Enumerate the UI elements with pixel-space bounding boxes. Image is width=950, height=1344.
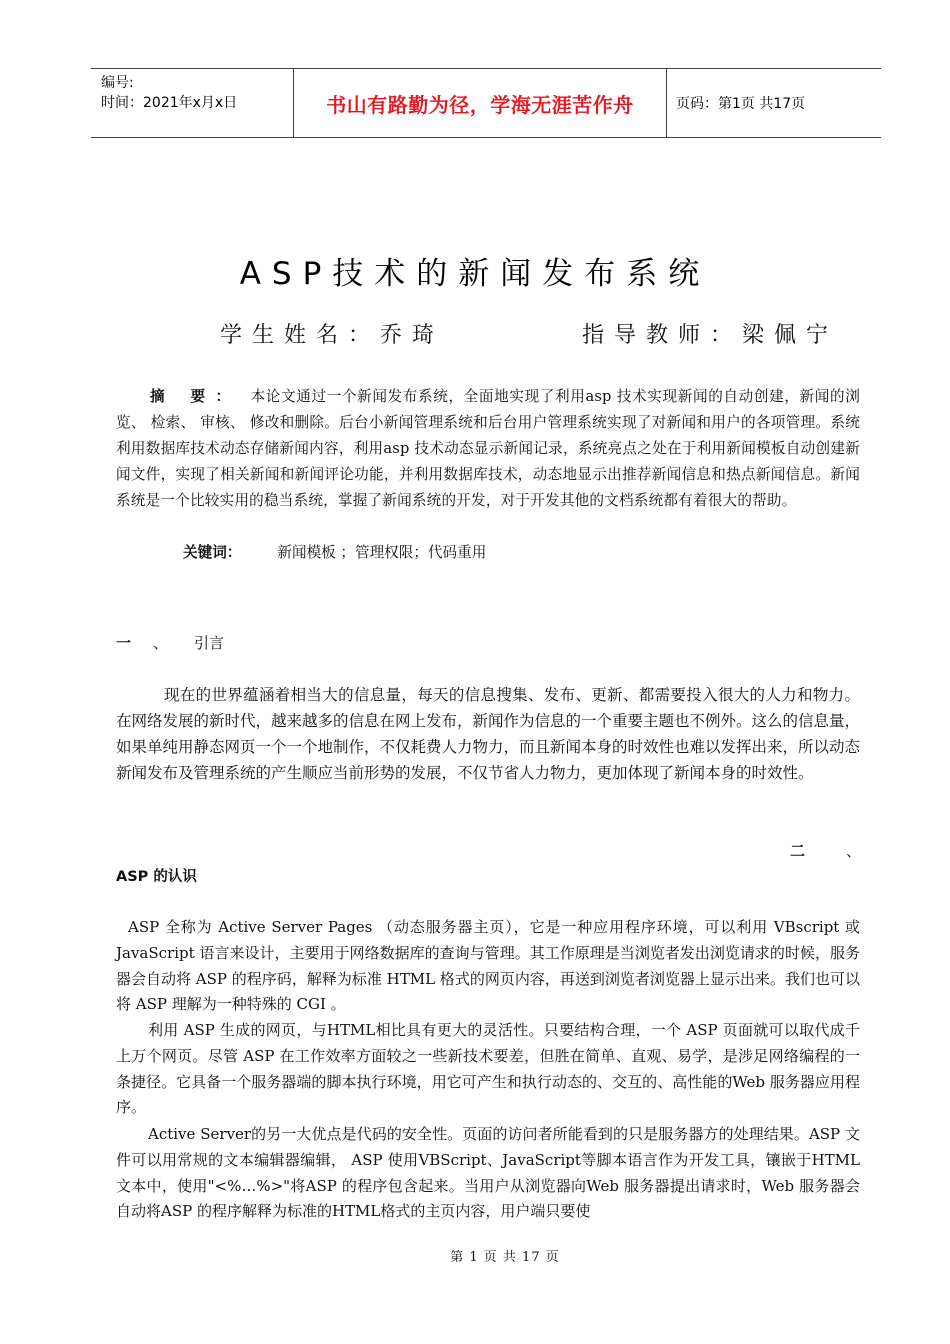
section-1-paragraph: 现在的世界蕴涵着相当大的信息量，每天的信息搜集、发布、更新、都需要投入很大的人力和物力。在网络发展的新时代，越来越多的信息在网上发布，新闻作为信息的一个重要主题也不例外。这么的信息量，如果单纯用静态网页一个一个地制作，不仅耗费人力物力，而且新闻本身的时效性也难以发挥出来，所以动态新闻发布及管理系统的产生顺应当前形势的发展，不仅节省人力物力，更加体现了新闻本身的时效性。: [116, 686, 861, 782]
section-2-paragraph-1: ASP 全称为 Active Server Pages （动态服务器主页），它是一种应用程序环境，可以利用 VBscript 或 JavaScript 语言来设计，主要用于网络数据库的查询与管理。其工作原理是当浏览者发出浏览请求的时候，服务器会自动将 ASP 的程序码，解释为标准 HTML 格式的网页内容，再送到浏览者浏览器上显示出来。我们也可以将 ASP 理解为一种特殊的 CGI 。: [116, 918, 860, 1014]
motto: 书山有路勤为径，学海无涯苦作舟: [326, 92, 634, 117]
page-header: [91, 68, 881, 138]
header-motto-cell: [293, 69, 667, 137]
section-2-number: 二: [790, 842, 806, 860]
page-footer: 第 1 页 共 17 页: [450, 1250, 560, 1265]
serial-label: 编号:: [101, 75, 134, 91]
section-2-paragraph-2: 利用 ASP 生成的网页，与HTML相比具有更大的灵活性。只要结构合理，一个 ASP 页面就可以取代成千上万个网页。尽管 ASP 在工作效率方面较之一些新技术要差，但胜在简单、直观、易学，是涉足网络编程的一条捷径。它具备一个服务器端的脚本执行环境，用它可产生和执行动态的、交互的、高性能的Web 服务器应用程序。: [116, 1021, 860, 1117]
advisor-name: 指导教师：梁佩宁: [582, 323, 839, 348]
header-meta: [91, 69, 293, 137]
abstract-label: 摘 要：: [150, 388, 241, 405]
document-title: ASP技术的新闻发布系统: [239, 256, 711, 292]
keywords: [183, 541, 486, 562]
abstract: [116, 384, 860, 514]
section-2-separator: 、: [846, 842, 862, 860]
date-label: 时间：2021年x月x日: [101, 95, 238, 111]
student-name: 学生姓名：乔琦: [220, 323, 445, 348]
keywords-text: 新闻模板 ；管理权限；代码重用: [277, 544, 487, 561]
section-1-title: 引言: [194, 634, 225, 652]
section-1-separator: 、: [153, 634, 169, 652]
section-heading-1: [116, 632, 224, 653]
section-1-number: 一: [116, 634, 132, 652]
header-page-cell: [666, 69, 881, 137]
section-2-paragraph-3: Active Server的另一大优点是代码的安全性。页面的访问者所能看到的只是服务器方的处理结果。ASP 文件可以用常规的文本编辑器编辑， ASP 使用VBScript、JavaScript等脚本语言作为开发工具，镶嵌于HTML文本中，使用"<%…%>"将ASP 的程序包含起来。当用户从浏览器向Web 服务器提出请求时，Web 服务器会自动将ASP 的程序解释为标准的HTML格式的主页内容，用户端只要使: [116, 1125, 860, 1221]
keywords-label: 关键词：: [183, 544, 242, 561]
section-2-title: ASP 的认识: [116, 869, 197, 885]
page-info: 页码：第1页 共17页: [676, 96, 806, 112]
abstract-text: 本论文通过一个新闻发布系统，全面地实现了利用asp 技术实现新闻的自动创建，新闻的浏览、 检索、 审核、 修改和删除。后台小新闻管理系统和后台用户管理系统实现了对新闻和用户的各项管理。系统利用数据库技术动态存储新闻内容，利用asp 技术动态显示新闻记录，系统亮点之处在于利用新闻模板自动创建新闻文件，实现了相关新闻和新闻评论功能，并利用数据库技术，动态地显示出推荐新闻信息和热点新闻信息。新闻系统是一个比较实用的稳当系统，掌握了新闻系统的开发，对于开发其他的文档系统都有着很大的帮助。: [116, 388, 860, 509]
